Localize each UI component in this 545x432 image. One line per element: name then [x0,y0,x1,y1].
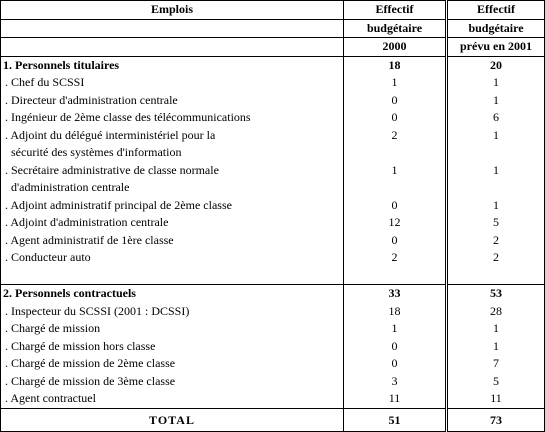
header-emplois-blank [1,19,344,38]
table-row [1,214,545,232]
value-2000: 2 [344,249,447,267]
value-2000: 1 [344,320,447,338]
value-2001: 5 [447,373,545,391]
value-2001: 1 [447,74,545,92]
table-row [1,338,545,356]
value-2001: 1 [447,197,545,215]
job-title: . Chef du SCSSI [1,74,344,92]
value-2000: 3 [344,373,447,391]
job-title: . Inspecteur du SCSSI (2001 : DCSSI) [1,303,344,321]
header-effectif-2001-line1: Effectif [447,1,545,20]
table-row [1,390,545,408]
table-row [1,162,545,180]
section-value-2001: 53 [447,285,545,303]
table-row [1,197,545,215]
header-effectif-2000-line1: Effectif [344,1,447,20]
value-2001: 1 [447,127,545,145]
job-title: . Conducteur auto [1,249,344,267]
job-title: . Directeur d'administration centrale [1,92,344,110]
value-2001: 28 [447,303,545,321]
section-row [1,285,545,303]
value-2000: 11 [344,390,447,408]
value-2000: 0 [344,355,447,373]
total-value-2001: 73 [447,408,545,431]
header-effectif-2000-line3: 2000 [344,38,447,57]
table-row [1,127,545,145]
job-title: . Chargé de mission de 3ème classe [1,373,344,391]
value-2001: 11 [447,390,545,408]
table-row [1,373,545,391]
value-2000: 18 [344,303,447,321]
total-label: TOTAL [1,408,344,431]
total-value-2000: 51 [344,408,447,431]
value-2000: 0 [344,92,447,110]
value-2001: 1 [447,162,545,180]
job-title: . Agent contractuel [1,390,344,408]
table-row [1,232,545,250]
value-2001: 2 [447,232,545,250]
job-title: . Adjoint d'administration centrale [1,214,344,232]
header-effectif-2001-line2: budgétaire [447,19,545,38]
empty-cell [344,144,447,162]
value-2000: 12 [344,214,447,232]
value-2000: 0 [344,197,447,215]
empty-cell [447,267,545,285]
table-row [1,92,545,110]
job-title: . Ingénieur de 2ème classe des télécommunications [1,109,344,127]
section-title: 1. Personnels titulaires [1,56,344,74]
job-title-continuation: d'administration centrale [1,179,344,197]
table-row [1,74,545,92]
table-row [1,320,545,338]
job-title-continuation: sécurité des systèmes d'information [1,144,344,162]
empty-cell [447,179,545,197]
table-row [1,303,545,321]
header-row [1,19,545,38]
job-title: . Chargé de mission de 2ème classe [1,355,344,373]
header-effectif-2001-line3: prévu en 2001 [447,38,545,57]
job-title: . Agent administratif de 1ère classe [1,232,344,250]
value-2001: 1 [447,320,545,338]
value-2001: 7 [447,355,545,373]
empty-cell [344,179,447,197]
job-title: . Adjoint administratif principal de 2ème classe [1,197,344,215]
job-title: . Secrétaire administrative de classe normale [1,162,344,180]
value-2001: 1 [447,92,545,110]
header-emplois-blank [1,38,344,57]
value-2000: 0 [344,338,447,356]
job-title: . Adjoint du délégué interministériel pour la [1,127,344,145]
table-row-continuation [1,179,545,197]
empty-cell [344,267,447,285]
header-effectif-2000-line2: budgétaire [344,19,447,38]
table-row-continuation [1,144,545,162]
spacer-row [1,267,545,285]
value-2000: 1 [344,162,447,180]
job-title: . Chargé de mission [1,320,344,338]
total-row [1,408,545,431]
value-2001: 6 [447,109,545,127]
section-value-2001: 20 [447,56,545,74]
empty-cell [1,267,344,285]
value-2000: 0 [344,232,447,250]
value-2000: 1 [344,74,447,92]
section-row [1,56,545,74]
value-2001: 2 [447,249,545,267]
section-title: 2. Personnels contractuels [1,285,344,303]
table-row [1,109,545,127]
section-value-2000: 33 [344,285,447,303]
value-2001: 1 [447,338,545,356]
header-row [1,38,545,57]
header-row [1,1,545,20]
table-body [1,1,545,432]
section-value-2000: 18 [344,56,447,74]
header-emplois: Emplois [1,1,344,20]
job-title: . Chargé de mission hors classe [1,338,344,356]
value-2000: 2 [344,127,447,145]
value-2000: 0 [344,109,447,127]
table-row [1,355,545,373]
value-2001: 5 [447,214,545,232]
empty-cell [447,144,545,162]
table-row [1,249,545,267]
